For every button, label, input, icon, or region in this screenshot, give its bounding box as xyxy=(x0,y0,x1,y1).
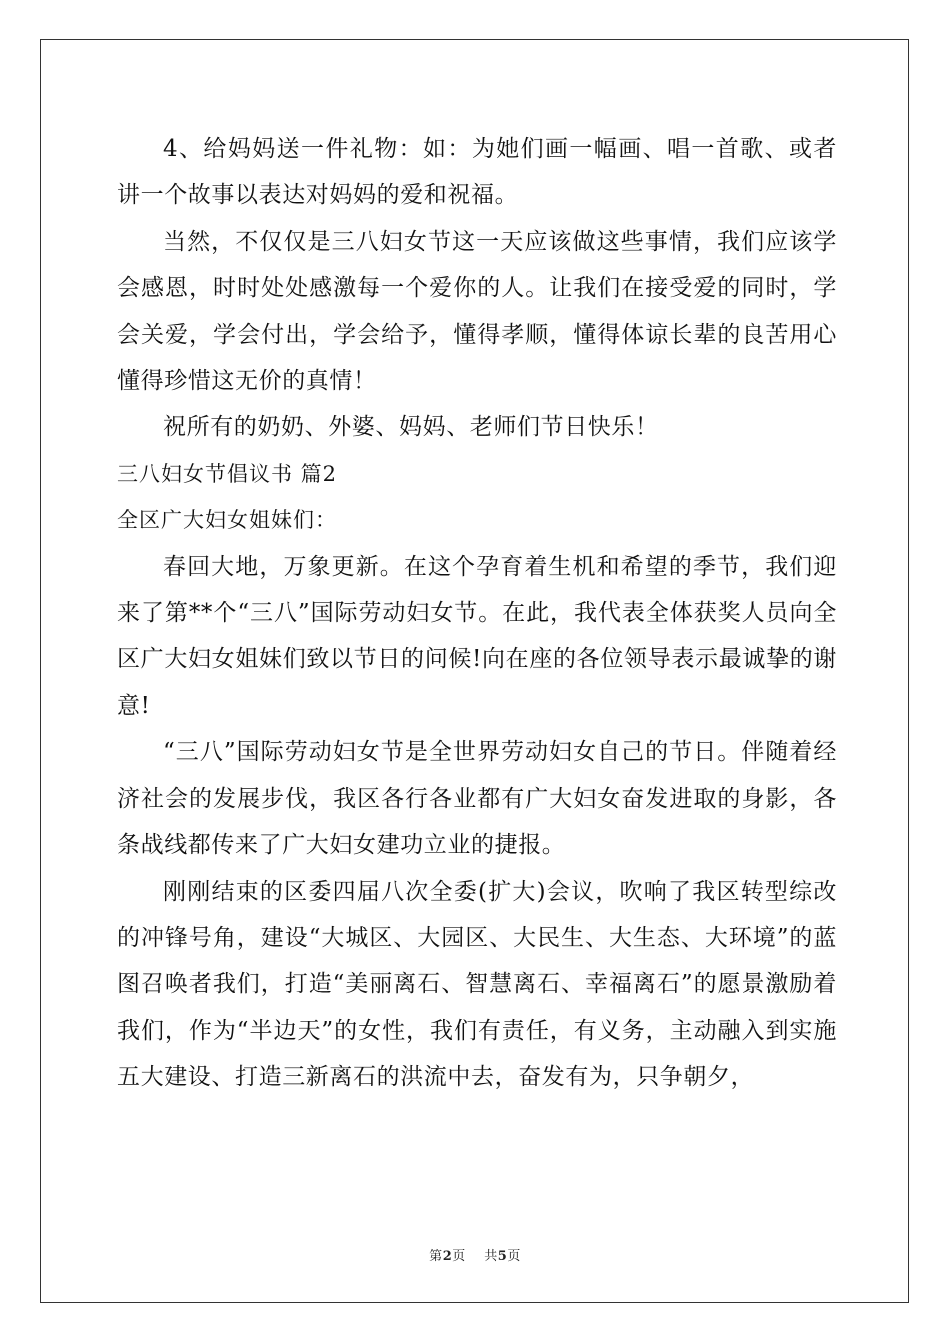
paragraph-meeting: 刚刚结束的区委四届八次全委(扩大)会议，吹响了我区转型综改的冲锋号角，建设“大城区、大园区、大民生、大生态、大环境”的蓝图召唤者我们，打造“美丽离石、智慧离石、幸福离石”的愿景激励着我们，作为“半边天”的女性，我们有责任，有义务，主动融入到实施五大建设、打造三新离石的洪流中去，奋发有为，只争朝夕， xyxy=(117,878,837,1091)
footer-prefix: 第 xyxy=(429,1249,443,1264)
paragraph-gratitude: 当然，不仅仅是三八妇女节这一天应该做这些事情，我们应该学会感恩，时时处处感激每一个爱你的人。让我们在接受爱的同时，学会关爱，学会付出，学会给予，懂得孝顺，懂得体谅长辈的良苦用心懂得珍惜这无价的真情！ xyxy=(117,228,837,395)
footer-suffix: 页 xyxy=(507,1249,521,1264)
document-body xyxy=(117,126,837,1101)
footer-middle: 页 共 xyxy=(452,1249,498,1264)
paragraph-gift: 4、给妈妈送一件礼物：如：为她们画一幅画、唱一首歌、或者讲一个故事以表达对妈妈的爱和祝福。 xyxy=(117,136,837,209)
page-footer xyxy=(0,1245,950,1264)
section-title: 三八妇女节倡议书 篇2 xyxy=(117,461,338,486)
footer-current-page: 2 xyxy=(442,1249,453,1264)
salutation: 全区广大妇女姐妹们： xyxy=(117,508,337,533)
paragraph-greeting: 祝所有的奶奶、外婆、妈妈、老师们节日快乐！ xyxy=(163,414,659,441)
paragraph-spring: 春回大地，万象更新。在这个孕育着生机和希望的季节，我们迎来了第**个“三八”国际劳动妇女节。在此，我代表全体获奖人员向全区广大妇女姐妹们致以节日的问候!向在座的各位领导表示最诚挚的谢意! xyxy=(117,553,837,719)
footer-total-pages: 5 xyxy=(497,1249,508,1264)
paragraph-womens-day: “三八”国际劳动妇女节是全世界劳动妇女自己的节日。伴随着经济社会的发展步伐，我区各行各业都有广大妇女奋发进取的身影，各条战线都传来了广大妇女建功立业的捷报。 xyxy=(117,739,837,859)
